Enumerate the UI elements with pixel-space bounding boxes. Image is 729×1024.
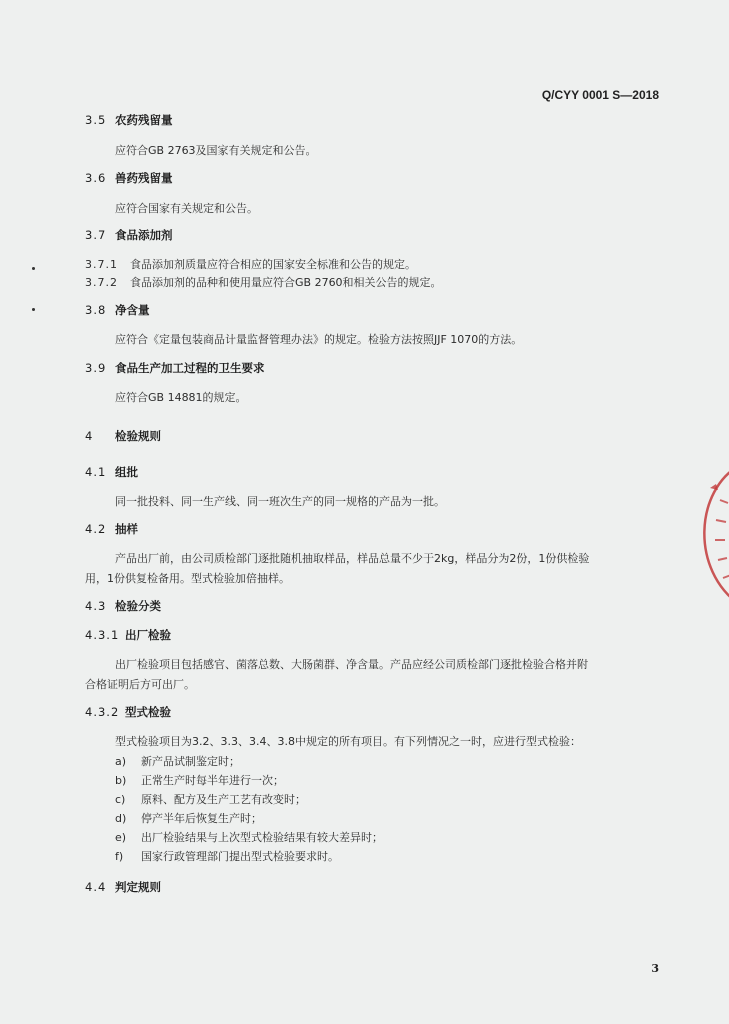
list-item-text: 停产半年后恢复生产时； [141, 812, 262, 825]
section-title: 出厂检验 [125, 628, 171, 642]
section-title: 食品生产加工过程的卫生要求 [115, 361, 265, 375]
section-4-3-1-heading [85, 627, 171, 643]
scan-speck [32, 308, 35, 311]
scan-speck [32, 267, 35, 270]
subsection-number: 3.7.2 [85, 276, 118, 289]
list-item [115, 772, 284, 788]
section-3-6-text: 应符合国家有关规定和公告。 [115, 202, 258, 215]
list-marker: c) [115, 793, 126, 806]
list-marker: b) [115, 774, 127, 787]
subsection-number: 3.7.1 [85, 258, 118, 271]
subsection-text: 食品添加剂的品种和使用量应符合GB 2760和相关公告的规定。 [130, 276, 442, 289]
section-3-7-2 [85, 274, 442, 290]
section-title: 组批 [115, 465, 138, 479]
page-number: 3 [651, 962, 659, 975]
section-4-3-1-text-line1: 出厂检验项目包括感官、菌落总数、大肠菌群、净含量。产品应经公司质检部门逐批检验合格并附 [115, 658, 588, 671]
list-item [115, 791, 306, 807]
section-4-4-heading [85, 879, 161, 895]
section-4-3-heading [85, 598, 161, 614]
section-4-1-heading [85, 464, 138, 480]
section-3-7-1 [85, 256, 416, 272]
section-title: 食品添加剂 [115, 228, 173, 242]
section-4-3-1-text-line2: 合格证明后方可出厂。 [85, 678, 195, 691]
list-item-text: 正常生产时每半年进行一次； [141, 774, 284, 787]
list-marker: e) [115, 831, 127, 844]
section-3-9-heading [85, 360, 265, 376]
section-3-8-text: 应符合《定量包装商品计量监督管理办法》的规定。检验方法按照JJF 1070的方法。 [115, 333, 523, 346]
section-3-7-heading [85, 227, 173, 243]
section-title: 净含量 [115, 303, 150, 317]
list-item-text: 新产品试制鉴定时； [141, 755, 240, 768]
section-3-5-heading [85, 112, 173, 128]
section-4-3-2-heading [85, 704, 171, 720]
section-3-5-text: 应符合GB 2763及国家有关规定和公告。 [115, 144, 317, 157]
section-4-2-text-line2: 用，1份供复检备用。型式检验加倍抽样。 [85, 572, 290, 585]
section-number: 4.3 [85, 599, 107, 613]
section-number: 4.2 [85, 522, 107, 536]
section-4-heading [85, 428, 161, 444]
subsection-text: 食品添加剂质量应符合相应的国家安全标准和公告的规定。 [130, 258, 416, 271]
list-item-text: 国家行政管理部门提出型式检验要求时。 [141, 850, 339, 863]
section-number: 4.3.2 [85, 705, 120, 719]
section-number: 3.7 [85, 228, 107, 242]
standard-code: Q/CYY 0001 S—2018 [541, 88, 659, 102]
list-marker: a) [115, 755, 127, 768]
section-title: 检验规则 [115, 429, 161, 443]
list-item [115, 753, 240, 769]
section-4-2-heading [85, 521, 138, 537]
section-title: 型式检验 [125, 705, 171, 719]
section-title: 兽药残留量 [115, 171, 173, 185]
list-marker: d) [115, 812, 127, 825]
section-3-6-heading [85, 170, 173, 186]
section-number: 4 [85, 429, 94, 443]
section-number: 3.9 [85, 361, 107, 375]
seal-stamp-icon [690, 460, 729, 610]
section-3-8-heading [85, 302, 150, 318]
section-number: 3.5 [85, 113, 107, 127]
section-title: 判定规则 [115, 880, 161, 894]
section-4-3-2-intro: 型式检验项目为3.2、3.3、3.4、3.8中规定的所有项目。有下列情况之一时，应进行型式检验： [115, 735, 581, 748]
list-marker: f) [115, 850, 124, 863]
section-4-1-text: 同一批投料、同一生产线、同一班次生产的同一规格的产品为一批。 [115, 495, 445, 508]
list-item [115, 810, 262, 826]
section-title: 抽样 [115, 522, 138, 536]
section-number: 4.3.1 [85, 628, 120, 642]
section-number: 4.4 [85, 880, 107, 894]
list-item [115, 848, 339, 864]
section-number: 3.8 [85, 303, 107, 317]
section-title: 检验分类 [115, 599, 161, 613]
section-number: 3.6 [85, 171, 107, 185]
section-4-2-text-line1: 产品出厂前，由公司质检部门逐批随机抽取样品，样品总量不少于2kg，样品分为2份，1份供检验 [115, 552, 590, 565]
section-number: 4.1 [85, 465, 107, 479]
list-item [115, 829, 383, 845]
list-item-text: 原料、配方及生产工艺有改变时； [141, 793, 306, 806]
section-3-9-text: 应符合GB 14881的规定。 [115, 391, 247, 404]
section-title: 农药残留量 [115, 113, 173, 127]
list-item-text: 出厂检验结果与上次型式检验结果有较大差异时； [141, 831, 383, 844]
